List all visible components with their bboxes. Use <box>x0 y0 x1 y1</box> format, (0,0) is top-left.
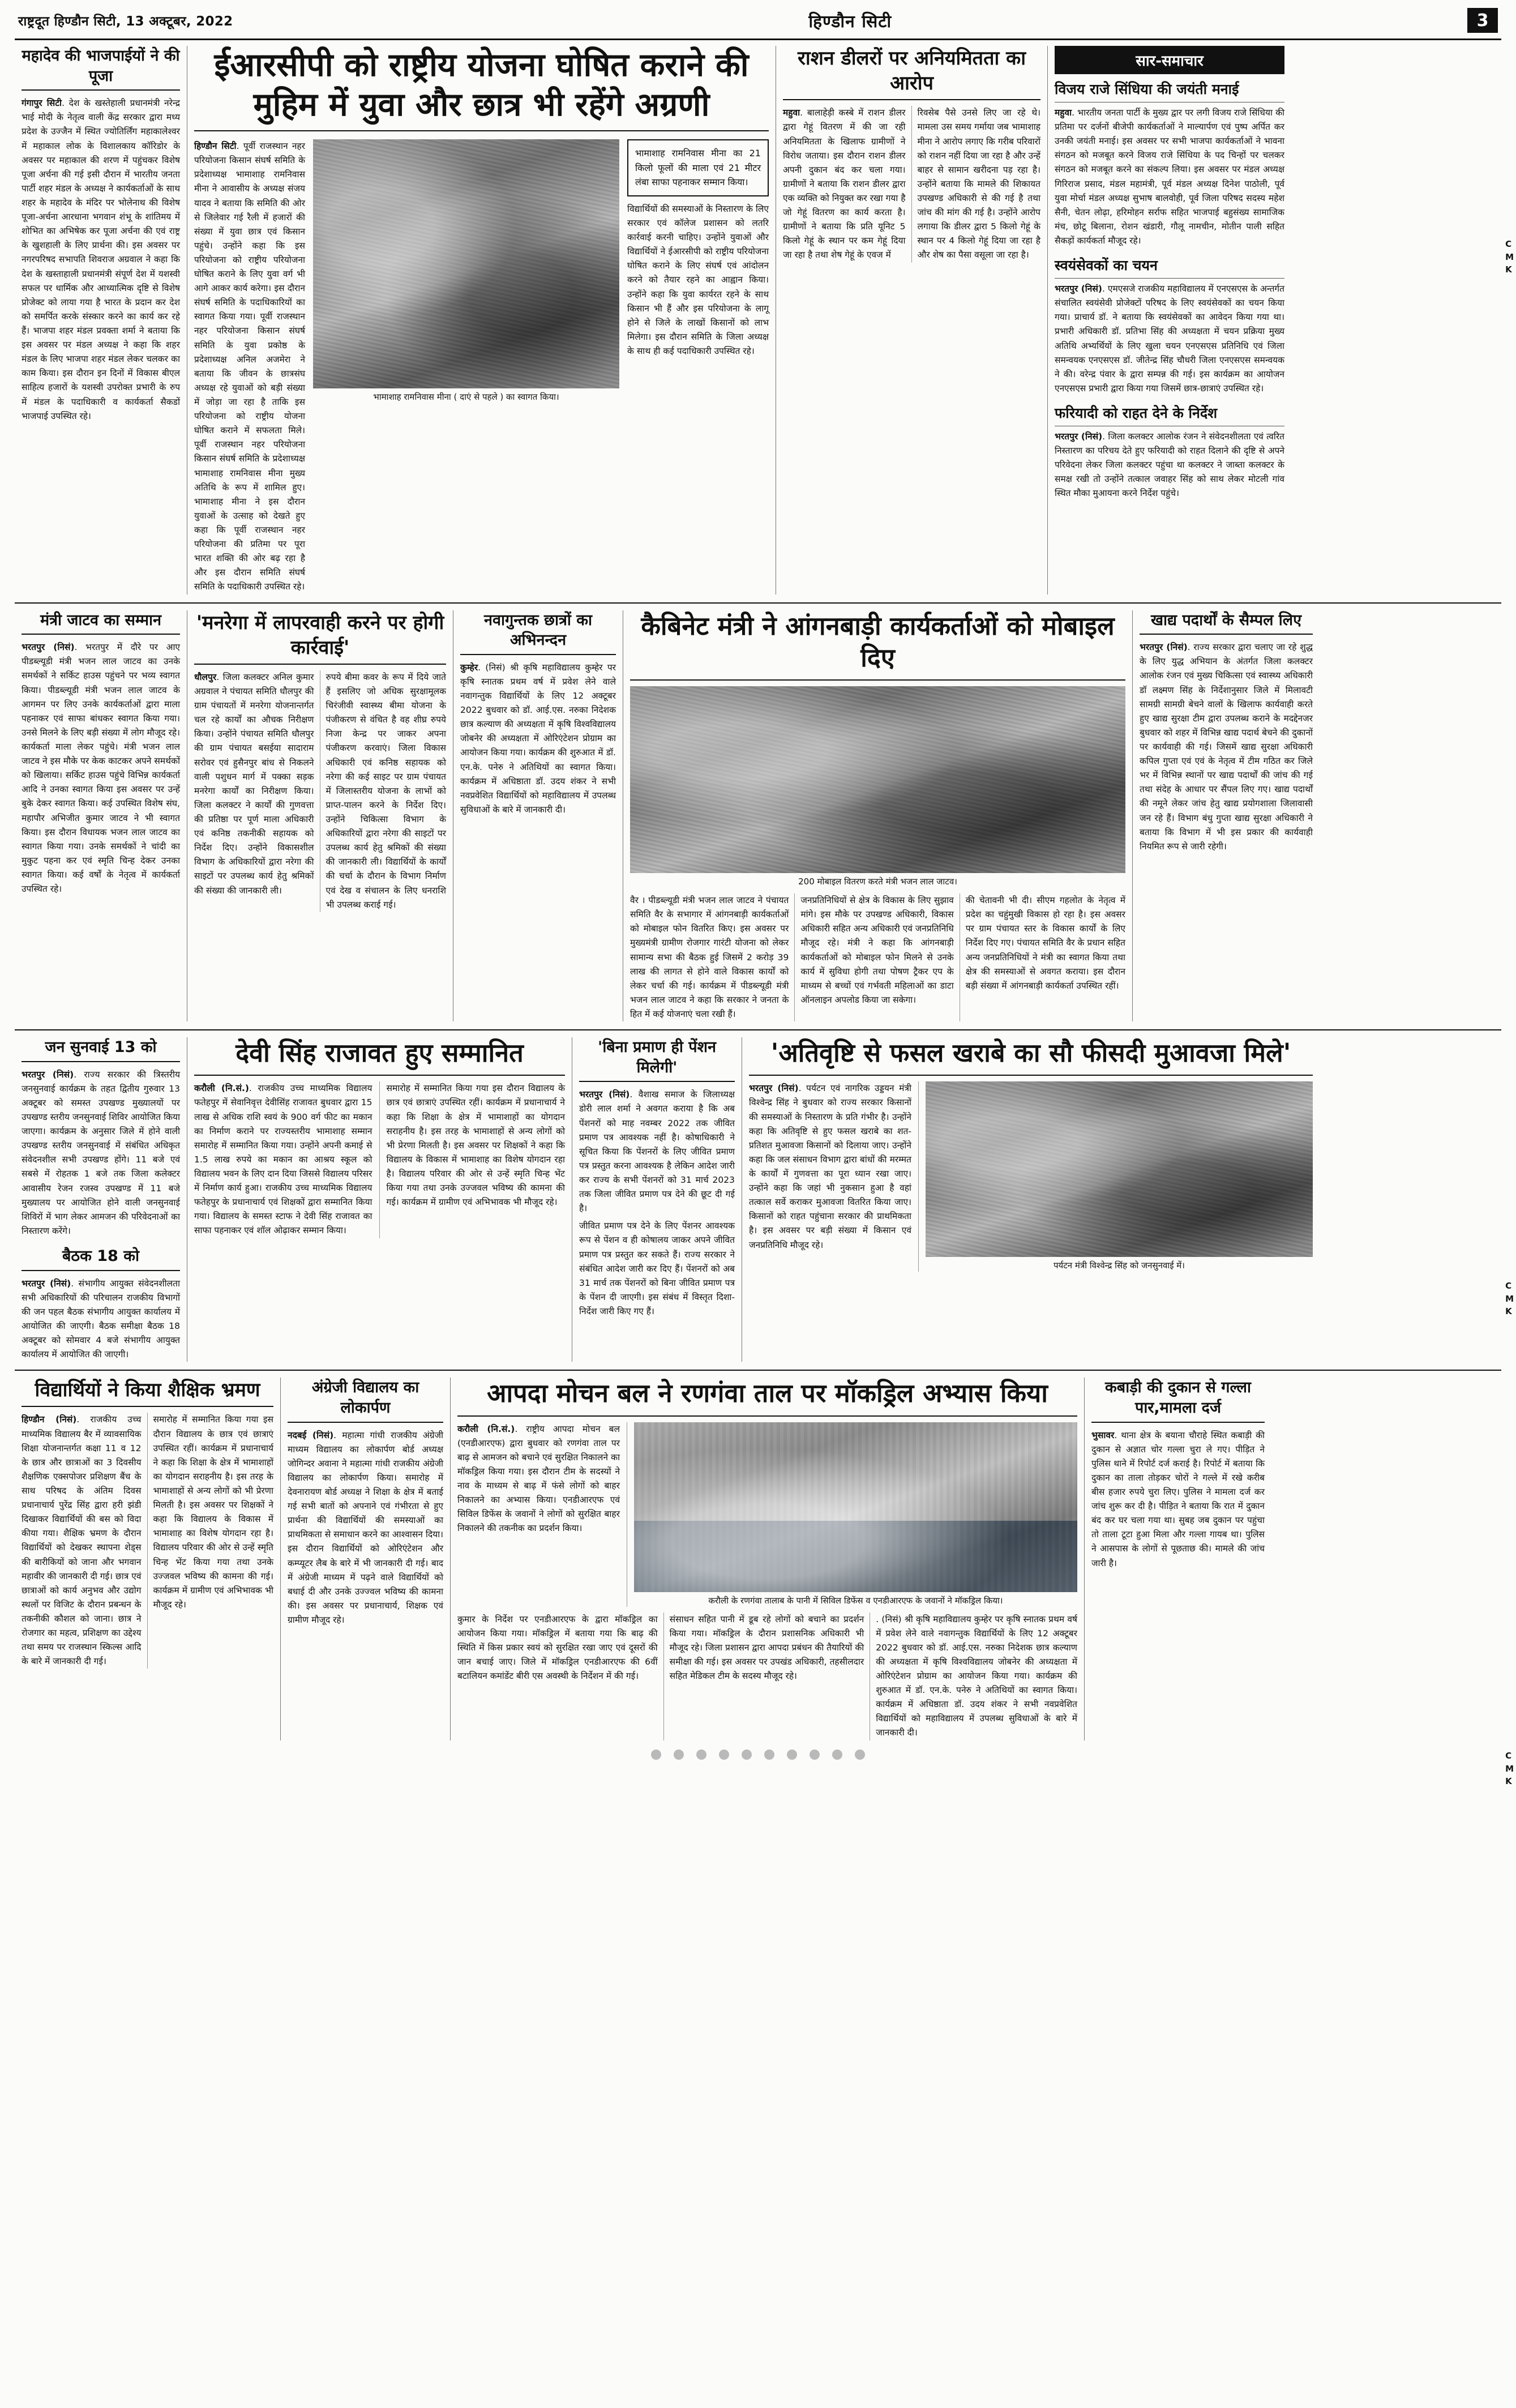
crop-compensation-headline: 'अतिवृष्टि से फसल खराबे का सौ फीसदी मुआवजा मिले' <box>770 1038 1291 1068</box>
left-rail-top <box>15 46 187 594</box>
crop-compensation-body: भरतपुर (निसं). पर्यटन एवं नागरिक उड्डयन मंत्री विश्वेन्द्र सिंह ने बुधवार को राज्य सरकार किसानों की समस्याओं के निस्तारण के प्रति गंभीर है। उन्होंने कहा कि अतिवृष्टि से हुए फसल खराबे का शत-प्रतिशत मुआवजा किसानों को दिलाया जाए। उन्होंने कहा कि जल संसाधन विभाग द्वारा बांधों की मरम्मत के कार्यों में गुणवत्ता का पूरा ध्यान रखा जाए। उन्होंने कहा कि जहां भी नुकसान हुआ है वहां तत्काल सर्वे कराकर मुआवजा वितरित किया जाए। किसानों को राहत पहुंचाना सरकार की प्राथमिकता है। इस अवसर पर बड़ी संख्या में किसान एवं जनप्रतिनिधि मौजूद रहे। <box>749 1083 912 1250</box>
left-rail-item1-headline: महादेव की भाजपाईयों ने की पूजा <box>22 47 180 85</box>
registration-dot <box>832 1750 842 1760</box>
registration-dot <box>742 1750 752 1760</box>
left-rail-item4-body: भरतपुर (निसं). संभागीय आयुक्त संवेदनशीलता सभी अधिकारियों की परिचालन राजकीय विभागों की जन पहल बैठक संभागीय आयुक्त कार्यालय में आयोजित की जाएगी। बैठक समीक्षा बैठक 18 अक्टूबर को सोमवार 4 बजे संभागीय आयुक्त कार्यालय में आयोजित की जाएगी। <box>22 1278 180 1360</box>
food-sample-story <box>1133 610 1320 1021</box>
masthead-date: राष्ट्रदूत हिण्डौन सिटी, 13 अक्टूबर, 2022 <box>18 14 233 29</box>
sidebar-item-0-body: महुवा. भारतीय जनता पार्टी के मुख्य द्वार पर लगी विजय राजे सिंधिया की प्रतिमा पर दर्जनों बीजेपी कार्यकर्ताओं ने माल्यार्पण एवं पुष्प अर्पित कर उनकी जयंती मनाई। इस अवसर पर सभी भाजपा कार्यकर्ताओं ने भावना संगठन को मजबूत करने विजय राजे सिंधिया के पद चिन्हों पर चलकर संगठन को मजबूत करने का संकल्प लिया। इस अवसर पर मंडल अध्यक्ष गिरिराज प्रसाद, मंडल महामंत्री, पूर्व मंडल अध्यक्ष दिनेश पाठोली, पूर्व युवा मोर्चा मंडल अध्यक्ष सुभाष बालवोही, पूर्व जिला परिषद सदस्य महेश सैनी, चेतन लोढ़ा, हरिमोहन सर्राफ सहित भाजपाई बहुसंख्य सामाजिक मंच, छोटू बिलाना, रोशन खंडारी, गौलू नामचीन, मोतीन पाली सहित सैकड़ों कार्यकर्ता मौजूद रहे। <box>1055 108 1284 246</box>
cmk-marks-mid: C M K <box>1505 1281 1515 1316</box>
student-trip-col1: हिण्डौन (निसं). राजकीय उच्च माध्यमिक विद्यालय बैर में व्यावसायिक शिक्षा योजनान्तर्गत कक्षा 11 व 12 के छात्र और छात्राओं का 3 दिवसीय शैक्षणिक एक्सपोजर प्रशिक्षण बैंच के साथ परिषद के अंतिम दिवस प्रधानाचार्य पुरेंद्र सिंह द्वारा हरी झंडी दिखाकर विद्यार्थियों की बस को विदा कीया गया। शैक्षिक भ्रमण के दौरान विद्यार्थियों को देखकर स्थापना शेड्स की बारीकियों को जाना और भगवान महावीर की जानकारी दी गई। छात्र एवं छात्राओं को कार्य अनुभव और उद्योग स्थलों पर विजिट के दौरान प्रबन्धन के तकनीकी कौशल को जाना। छात्र ने रोजगार का महत्व, प्रशिक्षण का उद्देश्य तथा समय पर राजस्थान स्किल्स आदि के बारे में जानकारी दी गई। <box>22 1414 142 1667</box>
devi-singh-col2: समारोह में सम्मानित किया गया इस दौरान विद्यालय के छात्र एवं छात्राएं उपस्थित रहीं। कार्यक्रम में प्रधानाचार्य ने कहा कि शिक्षा के क्षेत्र में भामाशाहों का योगदान सराहनीय है। इस तरह के भामाशाहों से अन्य लोगों को भी प्रेरणा मिलती है। इस अवसर पर शिक्षकों ने कहा कि विद्यालय के विकास में भामाशाह का विशेष योगदान रहा है। विद्यालय परिवार की ओर से उन्हें स्मृति चिन्ह भेंट किया गया तथा उनके उज्जवल भविष्य की कामना की गई। कार्यक्रम में ग्रामीण एवं अभिभावक भी मौजूद रहे। <box>386 1083 565 1208</box>
lead-headline: ईआरसीपी को राष्ट्रीय योजना घोषित कराने की मुहिम में युवा और छात्र भी रहेंगे अग्रणी <box>214 46 749 123</box>
left-rail-item2-headline: मंत्री जाटव का सम्मान <box>40 611 162 629</box>
pension-story <box>572 1037 742 1362</box>
student-trip-story <box>15 1378 281 1740</box>
minister-mobile-caption: 200 मोबाइल वितरण करते मंत्री भजन लाल जाटव। <box>798 876 957 887</box>
manrega-col1: धौलपुर. जिला कलक्टर अनिल कुमार अग्रवाल ने पंचायत समिति धौलपुर की ग्राम पंचायतों में मनरेगा योजनान्तर्गत चल रहे कार्यों का औचक निरीक्षण किया। उन्होंने पंचायत समिति धौलपुर की ग्राम पंचायत बसईया सादाराम सरोवर एवं हुसैनपुर बांध से निकलने वाली पशुधन मार्ग में पक्का सड़क मनरेगा कार्यों का निरीक्षण किया। जिला कलक्टर ने कार्यों की गुणवत्ता की प्रतिष्ठा पर पूर्ण माला अधिकारी एवं कनिष्ठ तकनीकी सहायक को निर्देश दिए। उन्होंने विकासशील विभाग के अधिकारियों द्वारा नरेगा की साइटों पर उपलब्ध कार्य हेतु श्रमिकों की संख्या की जानकारी ली। <box>194 671 314 896</box>
lead-photo-caption: भामाशाह रामनिवास मीना ( दाएं से पहले ) का स्वागत किया। <box>373 392 559 403</box>
dateline: भरतपुर (निसं) <box>749 1083 799 1094</box>
devi-singh-col1: करौली (नि.सं.). राजकीय उच्च माध्यमिक विद्यालय फतेहपुर में सेवानिवृत्त देवीसिंह राजावत बुधवार द्वारा 15 लाख से अधिक राशि स्वयं के 900 वर्ग फीट का मकान का निर्माण कराने पर राज्यस्तरीय भामाशाह सम्मान समारोह में सम्मानित किया गया। उन्होंने अपनी कमाई से 1.5 लाख रुपये का मकान का आश्रय स्कूल को विद्यालय भवन के लिए दान दिया जिससे विद्यालय परिसर में निर्माण कार्य हुआ। राजकीय उच्च माध्यमिक विद्यालय फतेहपुर के प्रधानाचार्य एवं शिक्षकों द्वारा सम्मानित किया गया। विद्यालय के समस्त स्टाफ ने देवी सिंह राजावत का साफा पहनाकर एवं शॉल ओढ़ाकर सम्मान किया। <box>194 1083 372 1236</box>
sidebar-item-2-title: फरियादी को राहत देने के निर्देश <box>1055 404 1218 421</box>
masthead <box>15 0 1501 40</box>
registration-dot <box>787 1750 797 1760</box>
dateline: हिण्डौन सिटी <box>194 141 237 152</box>
top-block <box>15 46 1501 594</box>
cmk-marks-top: C M K <box>1505 239 1515 275</box>
minister-mobile-story <box>623 610 1133 1021</box>
registration-dot <box>855 1750 865 1760</box>
mockdrill-headline: आपदा मोचन बल ने रणगंवा ताल पर मॉकड्रिल अभ्यास किया <box>487 1378 1048 1409</box>
dateline: गंगापुर सिटी <box>22 98 62 109</box>
lead-photo <box>313 139 619 388</box>
lead-col2: विद्यार्थियों की समस्याओं के निस्तारण के लिए सरकार एवं कॉलेज प्रशासन को लतरि कार्रवाई करनी चाहिए। उन्होंने युवाओं और विद्यार्थियों ने ईआरसीपी को राष्ट्रीय परियोजना घोषित कराने के लिए संघर्ष एवं आंदोलन करने को तैयार रहने का आह्वान किया। उन्होंने कहा कि युवा कार्यरत रहने के साथ किसान भी हैं और इस परियोजना के लागू होने से जिले के लाखों किसानों को लाभ मिलेगा। इस दौरान समिति के जिला अध्यक्ष के साथ ही कई पदाधिकारी उपस्थित रहे। <box>627 203 769 356</box>
sidebar-saar-samachar <box>1048 46 1291 594</box>
mockdrill-story <box>451 1378 1085 1740</box>
dateline: कुम्हेर <box>460 662 478 673</box>
student-trip-headline: विद्यार्थियों ने किया शैक्षिक भ्रमण <box>35 1379 260 1402</box>
registration-dot <box>764 1750 774 1760</box>
sidebar-item-2-body: भरतपुर (निसं). जिला कलक्टर आलोक रंजन ने संवेदनशीलता एवं त्वरित निस्तारण का परिचय देते हुए फरियादी को राहत दिलाने की दृष्टि से अपने परिवेदना लेकर जिला कलक्टर पहुंचा था कलक्टर ने जाब्ता कलक्टर के समक्ष रखी तो उन्होंने तत्काल जवाहर सिंह को साथ लेकर मोटली गांव स्थित मौका मुआयना करने निर्देश पहुंचे। <box>1055 431 1285 499</box>
dateline: करौली (नि.सं.) <box>457 1423 515 1434</box>
left-rail-item2-body: भरतपुर (निसं). भरतपुर में दौरे पर आए पीडब्ल्यूडी मंत्री भजन लाल जाटव का उनके समर्थकों ने सर्किट हाउस पहुंचने पर भव्य स्वागत किया। पीडब्ल्यूडी मंत्री भजन लाल जाटव के आगमन पर लिए उनके कार्यकर्ताओं द्वारा माला पहनाकर एवं साफा बांधकर स्वागत किया गया। उनसे मिलने के लिए बड़ी संख्या में लोग मौजूद रहे। कार्यकर्ता माला लेकर पहुंचे। मंत्री भजन लाल जाटव ने इस मौके पर केक काटकर अपने समर्थकों को खिलाया। सर्किट हाउस पहुंचे विभिन्न कार्यकर्ता आदि ने उनका स्वागत किया इस अवसर पर उन्हें बुके देकर स्वागत किया। कई उपस्थित विशेष संघ, महापौर अभिजीत कुमार जाटव ने भी स्वागत किया। इस दौरान विधायक भजन लाल जाटव का स्वागत किया गया। उनके समर्थकों ने चांदी का मुकुट पहना कर एवं स्मृति चिन्ह देकर उनका स्वागत किया। कई वर्षों के नेतृत्व में कार्यकर्ता उपस्थित रहे। <box>22 642 180 895</box>
mockdrill-caption: करौली के रणगंवा तालाब के पानी में सिविल डिफेंस व एनडीआरएफ के जवानों ने मॉकड्रिल किया। <box>708 1595 1003 1606</box>
food-sample-body: भरतपुर (निसं). राज्य सरकार द्वारा चलाए जा रहे शुद्ध के लिए युद्ध अभियान के अंतर्गत जिला कलक्टर आलोक रंजन एवं मुख्य चिकित्सा एवं स्वास्थ्य अधिकारी डॉ लक्ष्मण सिंह के निर्देशानुसार जिले में मिलावटी सामग्री सामग्री बेचने वालों के खिलाफ कार्यवाही करते हुए खाद्य सुरक्षा टीम द्वारा उपलब्ध कराने के मदद्देनजर बुधवार को शहर में विभिन्न खाद्य पदार्थ बेचने की दुकानों पर कार्यवाही की गई। जिसमें खाद्य सुरक्षा अधिकारी कपिल गुप्ता एवं एवं के नेतृत्व में टीम गठित कर जिले भर में विभिन्न स्थानों पर खाद्य पदार्थों की जांच की गई तथा संदेह के आधार पर सैंपल लिए गए। खाद्य पदार्थों की नमूने लेकर जांच हेतु खाद्य प्रयोगशाला जिलावासी जन रहे हैं। विभाग बंधु गुप्ता खाद्य सुरक्षा अधिकारी ने बताया कि विभाग में भी इस प्रकार की कार्यवाही नियमित रूप से जारी रहेगी। <box>1140 642 1313 852</box>
dateline: महुवा <box>1055 108 1072 118</box>
english-school-story <box>281 1378 451 1740</box>
food-sample-headline: खाद्य पदार्थों के सैम्पल लिए <box>1150 611 1302 629</box>
registration-dot <box>719 1750 729 1760</box>
ration-col1: महुवा. बालाहेड़ी कस्बे में राशन डीलर द्वारा गेहूं वितरण में की जा रही अनियमितता के खिलाफ ग्रामीणों ने विरोध जताया। इस दौरान राशन डीलर अपनी दुकान बंद कर चला गया। ग्रामीणों ने बताया कि राशन डीलर द्वारा एक व्यक्ति को नियुक्त कर रखा गया है जो गेहूं वितरण का कार्य करता है। ग्रामीणों ने बताया कि प्रति यूनिट 5 किलो गेहूं के स्थान पर कम गेहूं दिया जा रहा है तथा शेष गेहूं के एवज में <box>783 108 906 260</box>
ration-col2: रिवसेब पैसे उनसे लिए जा रहे थे। मामला उस समय गर्माया जब भामाशाह मीना ने आरोप लगाए कि गरीब परिवारों को राशन नहीं दिया जा रहा है और उन्हें बाहर से सामान खरीदना पड़ रहा है। उन्होंने बताया कि मामले की शिकायत उपखण्ड अधिकारी से की गई है तथा जांच की मांग की गई है। उन्होंने आरोप लगाया कि डीलर द्वारा 5 किलो गेहूं के स्थान पर 4 किलो गेहूं दिया जा रहा है और शेष का पैसा वसूला जा रहा है। <box>917 108 1040 260</box>
mid-row <box>15 602 1501 1021</box>
pension-col1: भरतपुर (निसं). वैशाख समाज के जिलाध्यक्ष डोरी लाल शर्मा ने अवगत कराया है कि अब पेंशनरों को माह नवम्बर 2022 तक जीवित प्रमाण पत्र आवश्यक नहीं है। कोषाधिकारी ने सूचित किया कि पेंशनरों के लिए जीवित प्रमाण पत्र प्रस्तुत करना आवश्यक है लेकिन आदेश जारी कर राज्य के सभी पेंशनरों को 31 मार्च 2023 तक जिला जीवित प्रमाण पत्र देने की छूट दी गई है। <box>579 1089 735 1214</box>
manrega-headline: 'मनरेगा में लापरवाही करने पर होगी कार्रवाई' <box>196 611 444 659</box>
crop-compensation-photo <box>926 1081 1313 1257</box>
pension-col2: जीवित प्रमाण पत्र देने के लिए पेंशनर आवश्यक रूप से पेंशन व ही कोषालय जाकर अपने जीवित प्रमाण पत्र प्रस्तुत कर सकते हैं। राज्य सरकार ने संबंधित आदेश जारी कर दिए हैं। पेंशनरों को अब 31 मार्च तक पेंशनरों को बिना जीवित प्रमाण पत्र के पेंशन दी जाएगी। इस संबंध में विस्तृत दिशा-निर्देश जारी किए गए हैं। <box>579 1221 735 1316</box>
left-rail-item1-body: गंगापुर सिटी. देश के खस्तेहाली प्रधानमंत्री नरेन्द्र भाई मोदी के नेतृत्व वाली केंद्र सरकार द्वारा मध्य प्रदेश के उज्जैन में स्थित ज्योतिर्लिंग महाकालेश्वर में महाकाल लोक के विशालकाय कॉरिडोर के अवसर पर महाकाल की शरण में पहुंचकर विशेष पूजा अर्चना की गई इसी दौरान में भारतीय जनता पार्टी शहर मंडल के अध्यक्ष ने कार्यकर्ताओं के साथ शहर के महादेव के मंदिर पर भोलेनाथ की विशेष पूजा-अर्चना आरधाना भगवान शंभू के शांतिमय में शोभित का अभिषेक कर पूजा अर्चना की एवं राष्ट्र के खुशहाली के लिए प्रार्थना की। इस अवसर पर नगरपरिषद सभापति शिवराज अग्रवाल ने कहा कि देश के खस्ताहाली प्रधानमंत्री संपूर्ण देश में यशस्वी सफल पर धार्मिक और आध्यात्मिक दृष्टि से विशेष प्रोजेक्ट को लाया गया है भारत के प्रदान कर देश को समर्पित करके संस्कार करने का कार्य कर रहे हैं। भाजपा शहर मंडल प्रवक्ता शर्मा ने बताया कि इस अवसर पर मंडल अध्यक्ष ने कहा कि शहर मंडल के लिए भाजपा शहर मंडल लेकर चलकर का काम किया। इस दौरान इन दिनों में विकास बीएल साहित्य हजारों के यशस्वी उपरोक्त प्रभारी के रुप में मंडल के पदाधिकारी व कार्यकर्ता सैकडों भाजपाई उपस्थित रहे। <box>22 98 181 421</box>
crop-compensation-caption: पर्यटन मंत्री विश्वेन्द्र सिंह को जनसुनवाई में। <box>1054 1260 1185 1271</box>
left-rail-item4-headline: बैठक 18 को <box>62 1247 139 1265</box>
left-rail-mid <box>15 610 187 1021</box>
devi-singh-headline: देवी सिंह राजावत हुए सम्मानित <box>235 1038 524 1068</box>
english-school-body: नदबई (निसं). महात्मा गांधी राजकीय अंग्रेजी माध्यम विद्यालय का लोकार्पण बोर्ड अध्यक्ष जोगिन्दर अवाना ने महात्मा गांधी राजकीय अंग्रेजी विद्यालय का लोकार्पण किया। समारोह में देवनारायण बोर्ड अध्यक्ष ने शिक्षा के क्षेत्र में बताई गई सभी बातों को अपनाने एवं गंभीरता से हुए प्रार्थना की विद्यार्थियों की समस्याओं का प्राथमिकता से समाधान करने का आश्वासन दिया। इस दौरान विद्यार्थियों को ओरिएंटेशन और कम्प्यूटर लैब के बारे में भी जानकारी दी गई। बाद में अंग्रेजी माध्यम में पढ़ने वाले विद्यार्थियों को बधाई दी और उनके उज्ज्वल भविष्य की कामना की। इस अवसर पर प्रधानाचार्य, शिक्षक एवं ग्रामीण मौजूद रहे। <box>288 1430 443 1625</box>
minister-mobile-headline: कैबिनेट मंत्री ने आंगनबाड़ी कार्यकर्ताओं को मोबाइल दिए <box>641 610 1115 673</box>
dateline: भरतपुर (निसं) <box>1055 284 1102 294</box>
kabadi-theft-story <box>1085 1378 1271 1740</box>
navagantuk-body: कुम्हेर. (निसं) श्री कृषि महाविद्यालय कुम्हेर पर कृषि स्नातक प्रथम वर्ष में प्रवेश लेने वाले नवागन्तुक विद्यार्थियों के लिए 12 अक्टूबर 2022 बुधवार को डॉ. आई.एस. नरुका निदेशक छात्र कल्याण की अध्यक्षता में कृषि विश्वविद्यालय जोबनेर की अध्यक्षता में ओरिएंटेशन प्रोग्राम का आयोजन किया गया। कार्यक्रम की शुरुआत में डॉ. एन.के. पनेरु ने अतिथियों का स्वागत किया। कार्यक्रम में अधिष्ठाता डॉ. उदय शंकर ने सभी नवप्रवेशित विद्यार्थियों को महाविद्यालय में उपलब्ध सुविधाओं के बारे में जानकारी दी। <box>460 662 616 815</box>
page-number: 3 <box>1467 8 1498 33</box>
crop-compensation-story <box>742 1037 1320 1362</box>
left-rail-row3 <box>15 1037 187 1362</box>
manrega-story <box>187 610 453 1021</box>
dateline: महुवा <box>783 108 800 118</box>
navagantuk-headline: नवागुन्तक छात्रों का अभिनन्दन <box>484 611 592 649</box>
devi-singh-story <box>187 1037 572 1362</box>
manrega-col2: रुपये बीमा कवर के रूप में दिये जाते हैं इसलिए जो अधिक सुरक्षामूलक चिरंजीवी स्वास्थ्य बीमा योजना के पंजीकरण से वंचित है वह शीघ्र रुपये निजा केन्द्र पर जाकर अपना पंजीकरण करवाएं। जिला विकास अधिकारी एवं कनिष्ठ सहायक को नरेगा की कई साइट पर ग्राम पंचायत में जिलास्तरीय योजना के लाभों को प्राप्त-पालन करने के निर्देश दिए। उन्होंने चिकित्सा विभाग के अधिकारियों द्वारा नरेगा की साइटों पर उपलब्ध कार्य हेतु श्रमिकों की संख्या की जानकारी ली। विद्यार्थियों के कार्यों की चर्चा के दौरान के विभाग निर्माण एवं देख व संचालन के लिए धनराशि भी उपलब्ध कराई गई। <box>326 671 446 910</box>
dateline: भरतपुर (निसं) <box>1140 642 1188 653</box>
registration-dot <box>696 1750 706 1760</box>
dateline: हिण्डौन (निसं) <box>22 1414 77 1425</box>
registration-dots <box>15 1740 1501 1763</box>
dateline: भरतपुर (निसं) <box>22 1069 74 1080</box>
dateline: नदबई (निसं) <box>288 1430 334 1440</box>
english-school-headline: अंग्रेजी विद्यालय का लोकार्पण <box>311 1379 419 1417</box>
minister-mobile-photo <box>630 686 1125 873</box>
registration-dot <box>810 1750 820 1760</box>
sidebar-item-0-title: विजय राजे सिंधिया की जयंती मनाई <box>1055 81 1239 97</box>
student-trip-col2: समारोह में सम्मानित किया गया इस दौरान विद्यालय के छात्र एवं छात्राएं उपस्थित रहीं। कार्यक्रम में प्रधानाचार्य ने कहा कि शिक्षा के क्षेत्र में भामाशाहों का योगदान सराहनीय है। इस तरह के भामाशाहों से अन्य लोगों को भी प्रेरणा मिलती है। इस अवसर पर शिक्षकों ने कहा कि विद्यालय के विकास में भामाशाह का विशेष योगदान रहा है। विद्यालय परिवार की ओर से उन्हें स्मृति चिन्ह भेंट किया गया तथा उनके उज्जवल भविष्य की कामना की गई। कार्यक्रम में ग्रामीण एवं अभिभावक भी मौजूद रहे। <box>153 1414 273 1610</box>
pension-headline: 'बिना प्रमाण ही पेंशन मिलेगी' <box>598 1038 716 1076</box>
mockdrill-col1: करौली (नि.सं.). राष्ट्रीय आपदा मोचन बल (एनडीआरएफ) द्वारा बुधवार को रणगंवा ताल पर बाढ़ से आमजन को बचाने एवं सुरक्षित निकालने का मॉकड्रिल किया गया। इस दौरान टीम के सदस्यों ने नाव के माध्यम से बाढ़ में फंसे लोगों को बाहर निकालने का अभ्यास किया। एनडीआरएफ एवं सिविल डिफेंस के जवानों ने लोगों को सुरक्षित बाहर निकालने की तकनीक का प्रदर्शन किया। <box>457 1423 620 1534</box>
sidebar-header: सार-समाचार <box>1055 46 1284 74</box>
sidebar-item-1-body: भरतपुर (निसं). एमएसजे राजकीय महाविद्यालय में एनएसएस के अन्तर्गत संचालित स्वयंसेवी प्रोजेक्टों परिषद के लिए स्वयंसेवकों का चयन किया गया। प्राचार्य डॉ. ने बताया कि स्वयंसेवकों का आवेदन किया गया था। प्रभारी अधिकारी डॉ. प्रतिभा सिंह की अध्यक्षता में चयन प्रक्रिया मुख्य अतिथि अभ्यर्थियों के लिए खुला चयन एनएसएस प्रतिनिधि एवं जिला समन्वयक एनएसएस डॉ. जीतेन्द्र सिंह चौधरी जिला एनएसएस समन्वयक ने की। वरेन्द्र पंवार के द्वारा सम्पन्न की गई। इस कार्यक्रम का आयोजन एनएसएस प्रभारी द्वारा किया गया जिसमें छात्र-छात्राएं उपस्थित रहे। <box>1055 284 1284 394</box>
navagantuk-story <box>453 610 623 1021</box>
left-rail-item3-headline: जन सुनवाई 13 को <box>45 1038 157 1057</box>
lead-col1: हिण्डौन सिटी. पूर्वी राजस्थान नहर परियोजना किसान संघर्ष समिति के प्रदेशाध्यक्ष भामाशाह रामनिवास मीना ने आवासीय के अध्यक्ष संजय यादव ने बताया कि समिति की ओर से जिलेवार गई रैली में हजारों की संख्या में युवा छात्र एवं किसान पहुंचे। उन्होंने कहा कि इस परियोजना को राष्ट्रीय परियोजना घोषित कराने के लिए युवा वर्ग भी आगे आकर कार्य करेगा। इस दौरान संघर्ष समिति के पदाधिकारियों का स्वागत किया गया। पूर्वी राजस्थान नहर परियोजना किसान संघर्ष समिति के युवा प्रकोष्ठ के प्रदेशाध्यक्ष अनिल अजमेरा ने बताया कि जीवन के छात्रसंघ अध्यक्ष रहे युवाओं को बड़ी संख्या में जोड़ा जा रहा है ताकि इस परियोजना को राष्ट्रीय योजना घोषित कराने में सफलता मिले। पूर्वी राजस्थान नहर परियोजना किसान संघर्ष समिति के प्रदेशाध्यक्ष भामाशाह रामनिवास मीना मुख्य अतिथि के रूप में शामिल हुए। भामाशाह मीना ने इस दौरान युवाओं के उत्साह को देखते हुए कहा कि पूर्वी राजस्थान नहर परियोजना की प्रतिमा पर पूरा भारत शक्ति की ओर बढ़ रहा है और इस दौरान समिति संघर्ष समिति के पदाधिकारी उपस्थित रहे। <box>194 141 305 592</box>
lead-story <box>187 46 776 594</box>
sidebar-item-1-title: स्वयंसेवकों का चयन <box>1055 257 1158 274</box>
left-rail-item3-body: भरतपुर (निसं). राज्य सरकार की त्रिस्तरीय जनसुनवाई कार्यक्रम के तहत द्वितीय गुरुवार 13 अक्टूबर को समस्त उपखण्ड मुख्यालयों पर उपखण्ड स्तरीय जनसुनवाई शिविर आयोजित किया जाएगा। कार्यक्रम के अनुसार जिले में होने वाली उपखण्ड स्तरीय जनसुनवाई में संबंधित अधिकृत संवेदनशील सभी उपखण्ड होंगे। 11 बजे एवं सबसे में रोहतक 1 बजे तक जिला कलेक्टर आवासीय रेजन रजस्व उपखण्ड में 11 बजे मुख्यालय पर आयोजित होने वाली जनसुनवाई शिविरों में भाग लेकर आमजन की परिवेदनाओं का निस्तारण करेंगे। <box>22 1069 181 1236</box>
registration-dot <box>651 1750 661 1760</box>
mockdrill-col4: . (निसं) श्री कृषि महाविद्यालय कुम्हेर पर कृषि स्नातक प्रथम वर्ष में प्रवेश लेने वाले नवागन्तुक विद्यार्थियों के लिए 12 अक्टूबर 2022 बुधवार को डॉ. आई.एस. नरुका निदेशक छात्र कल्याण की अध्यक्षता में कृषि विश्वविद्यालय जोबनेर की अध्यक्षता में ओरिएंटेशन प्रोग्राम का आयोजन किया गया। कार्यक्रम की शुरुआत में डॉ. एन.के. पनेरु ने अतिथियों का स्वागत किया। कार्यक्रम में अधिष्ठाता डॉ. उदय शंकर ने सभी नवप्रवेशित विद्यार्थियों को महाविद्यालय में उपलब्ध सुविधाओं के बारे में जानकारी दी। <box>876 1614 1077 1738</box>
cmk-marks-bottom: C M K <box>1505 1751 1515 1786</box>
dateline: भरतपुर (निसं) <box>579 1089 630 1100</box>
row-four <box>15 1370 1501 1740</box>
registration-dot <box>674 1750 684 1760</box>
kabadi-theft-headline: कबाड़ी की दुकान से गल्ला पार,मामला दर्ज <box>1105 1379 1251 1417</box>
dateline: करौली (नि.सं.) <box>194 1083 249 1094</box>
mockdrill-photo <box>634 1422 1077 1592</box>
minister-mobile-col1: वैर । पीडब्ल्यूडी मंत्री भजन लाल जाटव ने पंचायत समिति वैर के सभागार में आंगनबाड़ी कार्यकर्ताओं को मोबाइल फोन वितरित किए। इस अवसर पर मुख्यमंत्री ग्रामीण रोजगार गारंटी योजना को लेकर सामान्य सभा की बैठक हुई जिसमें 2 करोड़ 39 लाख की लागत से होने वाले विकास कार्यों को लेकर चर्चा की गई। कार्यक्रम में पीडब्ल्यूडी मंत्री भजन लाल जाटव ने कहा कि सरकार ने जनता के हित में कई योजनाएं चला रखी हैं। <box>630 895 789 1019</box>
mockdrill-col2: कुमार के निर्देश पर एनडीआरएफ के द्वारा मॉकड्रिल का आयोजन किया गया। मॉकड्रिल में बताया गया कि बाढ़ की स्थिति में किस प्रकार स्वयं को सुरक्षित रखा जाए एवं दूसरों की जान बचाई जाए। जिले में मॉकड्रिल एनडीआरएफ की 6वीं बटालियन कमांडेंट बीरी एस अवस्थी के निर्देशन में की गई। <box>457 1614 658 1681</box>
ration-story <box>776 46 1048 594</box>
ration-headline: राशन डीलरों पर अनियमितता का आरोप <box>797 47 1026 95</box>
dateline: भरतपुर (निसं) <box>22 1278 71 1289</box>
minister-mobile-col3: की चेतावनी भी दी। सीएम गहलोत के नेतृत्व में प्रदेश का चहुंमुखी विकास हो रहा है। इस अवसर पर ग्राम पंचायत स्तर के विकास कार्यों के लिए निर्देश दिए गए। पंचायत समिति वैर के प्रधान सहित अन्य जनप्रतिनिधियों ने मंत्री का स्वागत किया तथा क्षेत्र की समस्याओं से अवगत कराया। इस दौरान बड़ी संख्या में आंगनबाड़ी कार्यकर्ता उपस्थित रहीं। <box>965 895 1125 991</box>
mockdrill-col3: संसाधन सहित पानी में डूब रहे लोगों को बचाने का प्रदर्शन किया गया। मॉकड्रिल के दौरान प्रशासनिक अधिकारी भी मौजूद रहे। जिला प्रशासन द्वारा आपदा प्रबंधन की तैयारियों की समीक्षा की गई। इस अवसर पर उपखंड अधिकारी, तहसीलदार सहित मेडिकल टीम के सदस्य मौजूद रहे। <box>669 1614 864 1681</box>
dateline: भरतपुर (निसं) <box>22 642 75 653</box>
row-three <box>15 1029 1501 1362</box>
dateline: धौलपुर <box>194 671 217 682</box>
kabadi-theft-body: भुसावर. थाना क्षेत्र के बयाना चौराहे स्थित कबाड़ी की दुकान से अज्ञात चोर गल्ला चुरा ले गए। पीड़ित ने पुलिस थाने में रिपोर्ट दर्ज कराई है। रिपोर्ट में बताया कि दुकान का ताला तोड़कर चोरों ने गल्ले में रखे करीब बीस हजार रुपये चुरा लिए। पुलिस ने मामला दर्ज कर जांच शुरू कर दी है। पीड़ित ने बताया कि रात में दुकान बंद कर घर चला गया था। सुबह जब दुकान पर पहुंचा तो ताला टूटा हुआ मिला और गल्ला गायब था। पुलिस ने आसपास के लोगों से पूछताछ की। मामले की जांच जारी है। <box>1091 1430 1265 1568</box>
dateline: भुसावर <box>1091 1430 1115 1440</box>
minister-mobile-col2: जनप्रतिनिधियों से क्षेत्र के विकास के लिए सुझाव मांगे। इस मौके पर उपखण्ड अधिकारी, विकास अधिकारी सहित अन्य अधिकारी एवं जनप्रतिनिधि मौजूद रहे। मंत्री ने कहा कि आंगनबाड़ी कार्यकर्ताओं को मोबाइल फोन मिलने से उनके कार्य में सुविधा होगी तथा पोषण ट्रैकर एप के माध्यम से बच्चों एवं गर्भवती महिलाओं का डाटा ऑनलाइन अपलोड किया जा सकेगा। <box>800 895 954 1005</box>
lead-inset-box: भामाशाह रामनिवास मीना का 21 किलो फूलों की माला एवं 21 मीटर लंबा साफा पहनाकर सम्मान किया। <box>627 139 769 196</box>
masthead-edition-title: हिण्डौन सिटी <box>808 11 892 32</box>
dateline: भरतपुर (निसं) <box>1055 431 1103 442</box>
